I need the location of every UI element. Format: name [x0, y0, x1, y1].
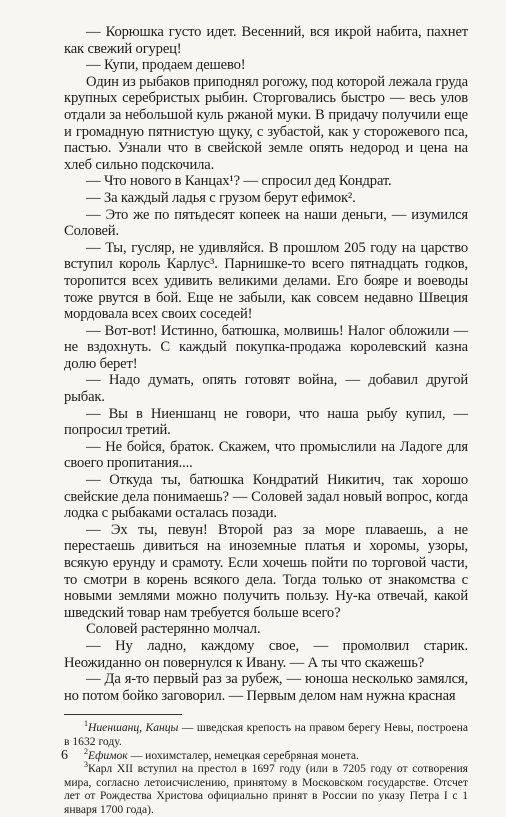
page-number: 6 [61, 748, 68, 763]
footnote-term: Ниеншанц, Канцы [88, 721, 179, 735]
paragraph: — Корюшка густо идет. Весенний, вся икрой набита, пахнет как свежий огурец! [64, 24, 468, 57]
main-text [64, 24, 468, 704]
footnote-2 [64, 746, 468, 763]
book-page [64, 24, 468, 817]
paragraph: — За каждый ладья с грузом берут ефимок². [86, 189, 356, 206]
footnote-divider [64, 714, 182, 715]
paragraph: — Вы в Ниеншанц не говори, что наша рыбу купил, — попросил третий. [64, 405, 468, 439]
footnote-marker: 1 [84, 719, 88, 729]
footnote-text: Карл XII вступил на престол в 1697 году (или в 7205 году от сотворения мира, согласно летоисчислению, принятому в Московском государстве. Отсчет лет от Рождества Христова официально принят в России по указу Петра I с 1 января 1700 года). [64, 762, 468, 816]
paragraph: Соловей растерянно молчал. [86, 621, 261, 638]
paragraph: — Надо думать, опять готовят война, — добавил другой рыбак. [64, 372, 468, 406]
paragraph: — Откуда ты, батюшка Кондратий Никитич, так хорошо свейские дела понимаешь? — Соловей задал новый вопрос, когда лодка с рыбаками осталась позади. [64, 472, 468, 522]
paragraph: Один из рыбаков приподнял рогожу, под которой лежала груда крупных серебристых рыбин. Сторговались быстро — весь улов отдали за небольшой куль ржаной муки. В придачу получили еще и громадную пятнистую щуку, с зубастой, как у сторожевого пса, пастью. Узнали что в свейской земле опять недород и цена на хлеб сильно подскочила. [64, 73, 468, 173]
paragraph: — Ну ладно, каждому свое, — промолвил старик. Неожиданно он повернулся к Ивану. — А ты что скажешь? [64, 637, 468, 671]
footnote-marker: 2 [84, 746, 88, 756]
footnote-text: — шведская крепость на правом берегу Невы, построена в 1632 году. [64, 721, 468, 748]
paragraph: — Не бойся, браток. Скажем, что промыслили на Ладоге для своего пропитания.... [64, 438, 468, 472]
footnote-term: Ефимок [88, 748, 128, 762]
paragraph: — Ты, гусляр, не удивляйся. В прошлом 205 году на царство вступил король Карлус³. Парнишке-то всего пятнадцать годков, торопится всех удивить великими делами. Его бояре и воеводы тоже рвутся в бой. Еще не забыли, как совсем недавно Швеция мордовала всех своих соседей! [64, 239, 468, 323]
paragraph: — Да я-то первый раз за рубеж, — юноша несколько замялся, но потом бойко заговорил. — Первым делом нам нужна красная [64, 671, 468, 704]
footnote-text: — иохимсталер, немецкая серебряная монета. [127, 748, 359, 762]
paragraph: — Что нового в Канцах¹? — спросил дед Кондрат. [86, 173, 392, 190]
paragraph: — Вот-вот! Истинно, батюшка, молвишь! Налог обложили — не вздохнуть. С каждый покупка-продажа королевский казна долю берет! [64, 322, 468, 372]
footnotes [64, 721, 468, 816]
paragraph: — Это же по пятьдесят копеек на наши деньги, — изумился Соловей. [64, 206, 468, 240]
paragraph: — Купи, продаем дешево! [86, 57, 246, 74]
footnote-marker: 3 [84, 760, 88, 770]
paragraph: — Эх ты, певун! Второй раз за море плаваешь, а не перестаешь дивиться на иноземные платья и хоромы, узоры, всякую ерунду и срамоту. Если хочешь пойти по торговой части, то смотри в корень всякого дела. Тогда только от знакомства с новыми землями можно получить пользу. Ну-ка отвечай, какой шведский товар нам требуется больше всего? [64, 521, 468, 621]
footnote-3 [64, 762, 468, 816]
footnote-1 [64, 721, 468, 748]
